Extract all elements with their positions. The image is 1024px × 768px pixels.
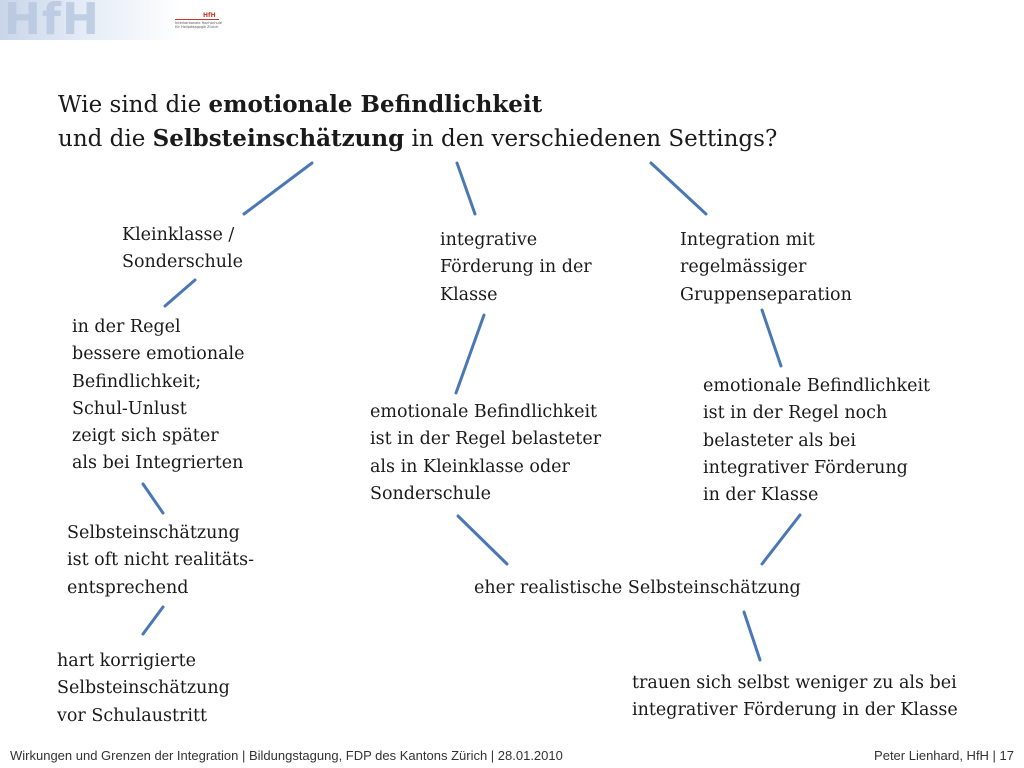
node-line: Befindlichkeit; <box>72 371 202 392</box>
connector-title-integrative <box>457 163 475 214</box>
node-line: emotionale Befindlichkeit <box>370 402 598 422</box>
node-kk-emotion <box>72 314 244 478</box>
connector-kk-self-corrected <box>143 607 163 634</box>
node-line: ist in der Regel belasteter <box>370 429 602 450</box>
logo-subtitle: Interkantonale Hochschule für Heilpädagogik Zürich <box>175 21 222 29</box>
footer <box>0 744 1024 768</box>
node-line: Gruppenseparation <box>680 284 852 305</box>
node-line: in der Regel <box>72 317 181 337</box>
node-line: Selbsteinschätzung <box>67 523 240 543</box>
node-line: Sonderschule <box>122 252 243 273</box>
title-line-2-prefix: und die <box>58 126 153 152</box>
title-line-1-prefix: Wie sind die <box>58 92 209 118</box>
node-line: als in Kleinklasse oder <box>370 456 570 477</box>
connector-gs-emotion-realistic <box>762 515 800 564</box>
connector-title-kleinklasse <box>244 163 312 214</box>
node-line: bessere emotionale <box>72 344 245 365</box>
node-kk-corrected <box>57 648 230 730</box>
node-line: regelmässiger <box>680 257 807 278</box>
node-line: eher realistische Selbsteinschätzung <box>474 578 801 598</box>
node-line: belasteter als bei <box>703 430 857 451</box>
node-line: in der Klasse <box>703 485 819 506</box>
node-realistic <box>474 575 801 602</box>
node-line: hart korrigierte <box>57 651 197 671</box>
node-line: integrative <box>440 230 538 250</box>
node-if-emotion <box>370 399 601 508</box>
node-kleinklasse <box>122 222 243 277</box>
node-line: entsprechend <box>67 577 189 598</box>
connector-kk-emotion-self <box>143 484 163 513</box>
connector-title-separation <box>651 163 706 214</box>
connector-kleinklasse-emotion <box>165 280 195 306</box>
node-line: emotionale Befindlichkeit <box>703 376 931 396</box>
title-line-2-bold: Selbsteinschätzung <box>152 125 405 152</box>
node-line: Sonderschule <box>370 483 491 504</box>
node-separation <box>680 227 852 309</box>
node-line: zeigt sich später <box>72 426 219 447</box>
node-gs-emotion <box>703 373 930 509</box>
node-line: ist oft nicht realitäts- <box>67 550 255 571</box>
node-line: vor Schulaustritt <box>57 705 208 726</box>
footer-right: Peter Lienhard, HfH | 17 <box>874 748 1014 763</box>
connector-integrative-emotion <box>456 315 484 393</box>
node-integrative <box>440 227 592 309</box>
node-line: ist in der Regel noch <box>703 403 888 424</box>
node-line: Selbsteinschätzung <box>57 678 230 699</box>
connector-if-emotion-realistic <box>458 516 507 564</box>
node-line: integrativer Förderung in der Klasse <box>632 700 958 721</box>
node-line: Schul-Unlust <box>72 398 187 419</box>
title-line-1-bold: emotionale Befindlichkeit <box>208 91 543 118</box>
node-line: Kleinklasse / <box>122 225 235 245</box>
node-trust <box>632 670 958 725</box>
logo-name: HfH <box>203 12 216 19</box>
connector-realistic-trust <box>744 612 760 660</box>
node-line: trauen sich selbst weniger zu als bei <box>632 673 957 693</box>
footer-left: Wirkungen und Grenzen der Integration | Bildungstagung, FDP des Kantons Zürich | 28.01.2010 <box>10 748 563 763</box>
logo-wordmark: HfH <box>4 0 100 45</box>
connector-separation-emotion <box>762 310 781 366</box>
node-line: als bei Integrierten <box>72 453 244 474</box>
node-line: integrativer Förderung <box>703 457 908 478</box>
node-line: Integration mit <box>680 230 815 250</box>
node-kk-self <box>67 520 254 602</box>
node-line: Klasse <box>440 284 498 305</box>
node-line: Förderung in der <box>440 257 592 278</box>
title-line-2-suffix: in den verschiedenen Settings? <box>404 126 778 152</box>
